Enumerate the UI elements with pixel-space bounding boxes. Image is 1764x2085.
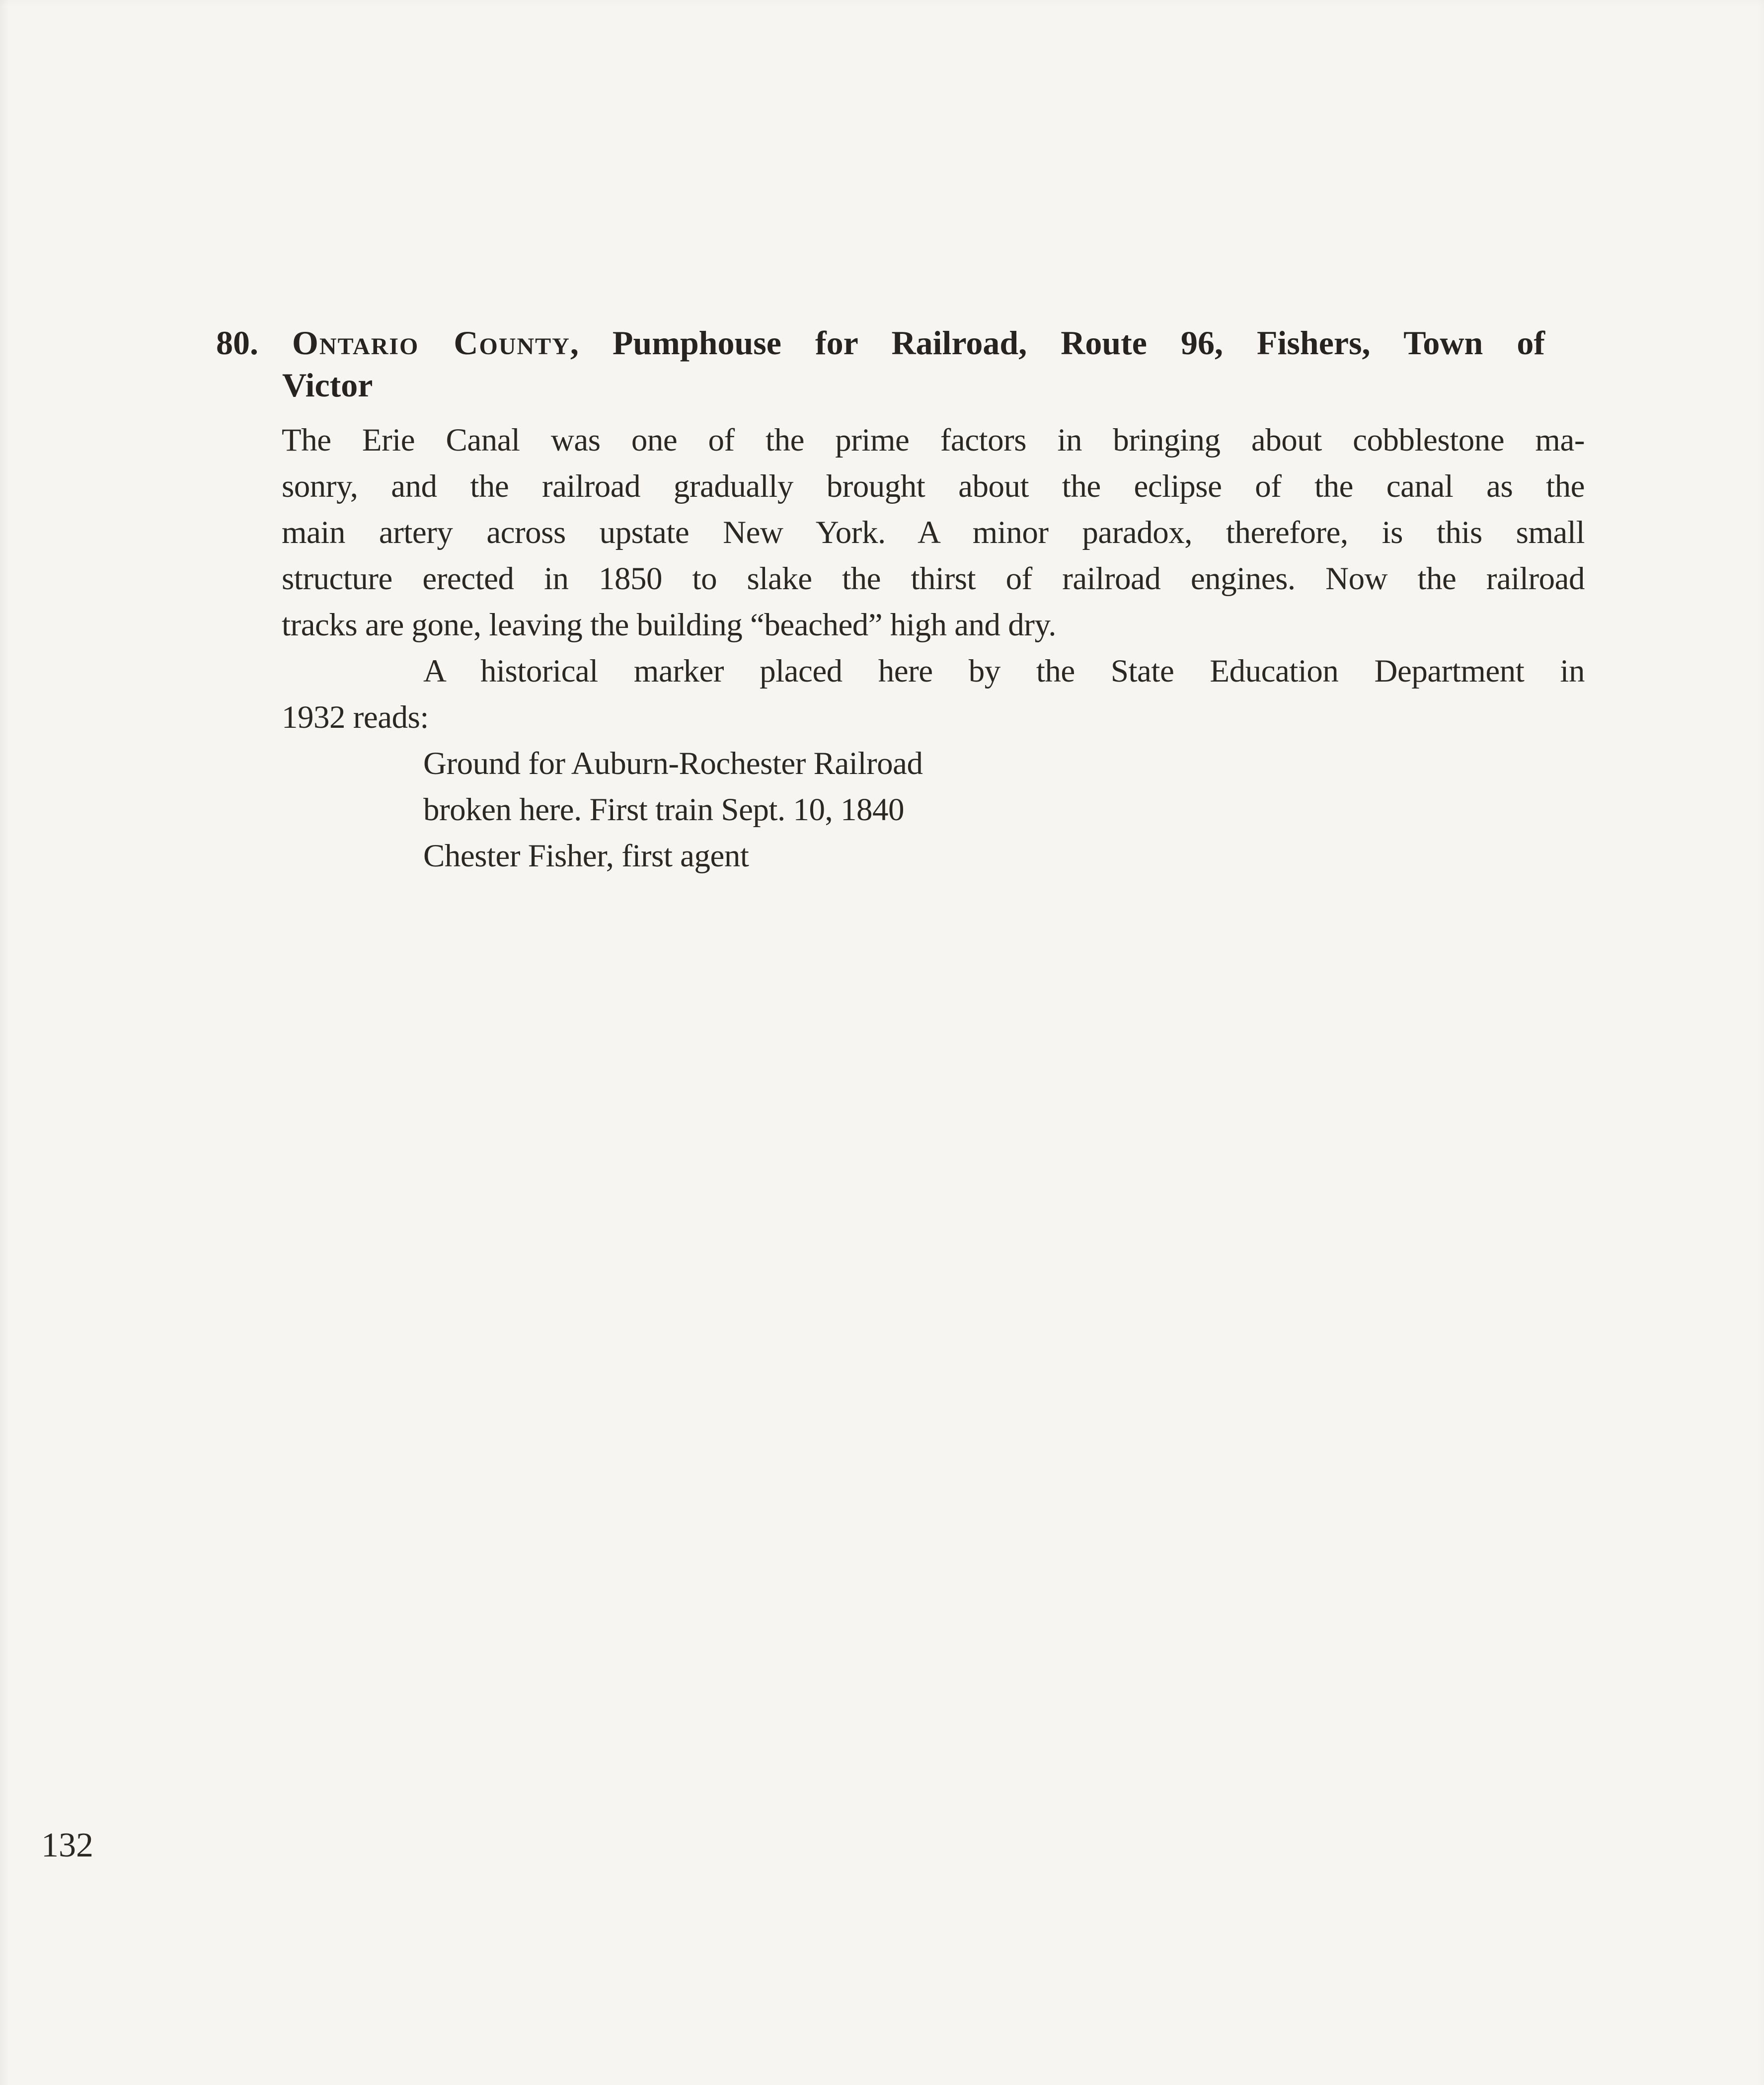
historical-marker-line: Chester Fisher, first agent	[423, 838, 749, 874]
entry-body	[282, 417, 1585, 879]
paragraph2-line: A historical marker placed here by the State Education Department in	[423, 653, 1585, 689]
paragraph1-line: tracks are gone, leaving the building “beached” high and dry.	[282, 607, 1056, 643]
paragraph1-line: structure erected in 1850 to slake the thirst of railroad engines. Now the railroad	[282, 561, 1585, 597]
entry-number: 80.	[216, 324, 258, 362]
page-number: 132	[41, 1826, 93, 1864]
entry-heading-line2: Victor	[282, 366, 373, 404]
paragraph1-line: The Erie Canal was one of the prime factors in bringing about cobblestone ma-	[282, 422, 1585, 458]
paragraph1-line: main artery across upstate New York. A minor paradox, therefore, is this small	[282, 515, 1585, 550]
paragraph1-line: sonry, and the railroad gradually brought about the eclipse of the canal as the	[282, 468, 1585, 504]
entry-title-rest: , Pumphouse for Railroad, Route 96, Fishers, Town of	[570, 324, 1545, 362]
entry-heading	[216, 322, 1545, 406]
entry-heading-line1	[216, 322, 1545, 364]
historical-marker-line: Ground for Auburn-Rochester Railroad	[423, 746, 923, 781]
historical-marker-line: broken here. First train Sept. 10, 1840	[423, 792, 904, 828]
entry-county-name: Ontario County	[292, 324, 570, 362]
paragraph2-line: 1932 reads:	[282, 699, 429, 735]
